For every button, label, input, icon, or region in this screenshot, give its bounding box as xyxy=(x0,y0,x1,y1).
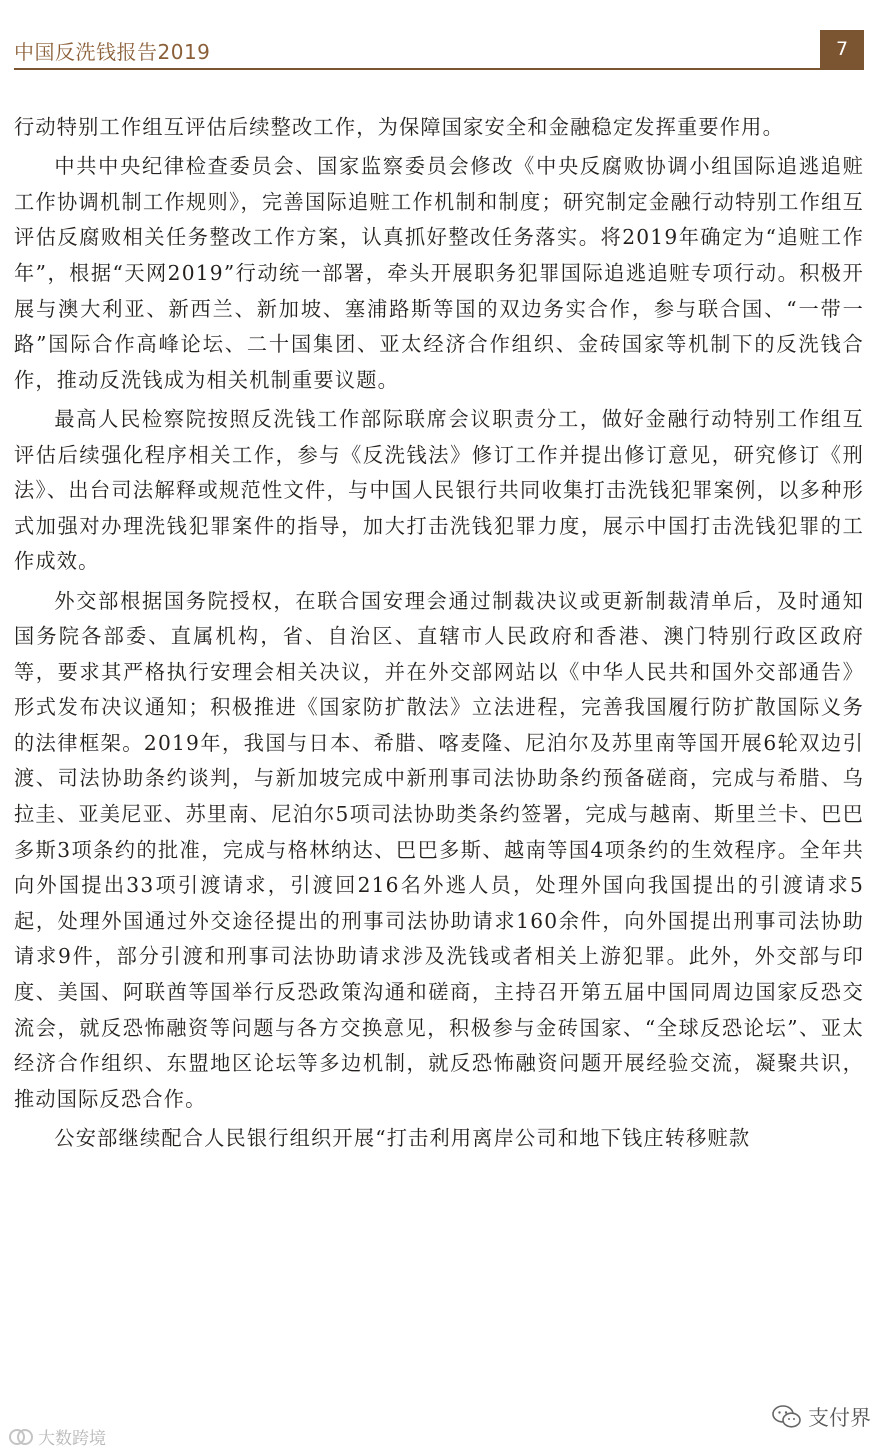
paragraph-procuratorate: 最高人民检察院按照反洗钱工作部际联席会议职责分工，做好金融行动特别工作组互评估后续强化程序相关工作，参与《反洗钱法》修订工作并提出修订意见，研究修订《刑法》、出台司法解释或规范性文件，与中国人民银行共同收集打击洗钱犯罪案例，以多种形式加强对办理洗钱犯罪案件的指导，加大打击洗钱犯罪力度，展示中国打击洗钱犯罪的工作成效。 xyxy=(14,406,864,574)
watermark-left-text: 大数跨境 xyxy=(38,1429,106,1449)
paragraph-public-security: 公安部继续配合人民银行组织开展“打击利用离岸公司和地下钱庄转移赃款 xyxy=(54,1126,751,1150)
watermark-logo-icon xyxy=(8,1427,34,1447)
watermark-right-text: 支付界 xyxy=(808,1406,871,1430)
watermark-right xyxy=(772,1402,871,1432)
body-text xyxy=(14,110,864,1157)
watermark-left xyxy=(8,1424,106,1449)
report-title: 中国反洗钱报告2019 xyxy=(14,40,211,64)
header-divider xyxy=(14,68,864,70)
paragraph-foreign-ministry: 外交部根据国务院授权，在联合国安理会通过制裁决议或更新制裁清单后，及时通知国务院各部委、直属机构，省、自治区、直辖市人民政府和香港、澳门特别行政区政府等，要求其严格执行安理会相关决议，并在外交部网站以《中华人民共和国外交部通告》形式发布决议通知；积极推进《国家防扩散法》立法进程，完善我国履行防扩散国际义务的法律框架。2019年，我国与日本、希腊、喀麦隆、尼泊尔及苏里南等国开展6轮双边引渡、司法协助条约谈判，与新加坡完成中新刑事司法协助条约预备磋商，完成与希腊、乌拉圭、亚美尼亚、苏里南、尼泊尔5项司法协助类条约签署，完成与越南、斯里兰卡、巴巴多斯3项条约的批准，完成与格林纳达、巴巴多斯、越南等国4项条约的生效程序。全年共向外国提出33项引渡请求，引渡回216名外逃人员，处理外国向我国提出的引渡请求5起，处理外国通过外交途径提出的刑事司法协助请求160余件，向外国提出刑事司法协助请求9件，部分引渡和刑事司法协助请求涉及洗钱或者相关上游犯罪。此外，外交部与印度、美国、阿联酋等国举行反恐政策沟通和磋商，主持召开第五届中国同周边国家反恐交流会，就反恐怖融资等问题与各方交换意见，积极参与金砖国家、“全球反恐论坛”、亚太经济合作组织、东盟地区论坛等多边机制，就反恐怖融资问题开展经验交流，凝聚共识，推动国际反恐合作。 xyxy=(14,588,864,1111)
paragraph-continuation: 行动特别工作组互评估后续整改工作，为保障国家安全和金融稳定发挥重要作用。 xyxy=(14,115,784,139)
page-number-badge: 7 xyxy=(820,30,864,68)
wechat-icon xyxy=(772,1404,802,1430)
page-header xyxy=(14,30,864,72)
paragraph-discipline-commission: 中共中央纪律检查委员会、国家监察委员会修改《中央反腐败协调小组国际追逃追赃工作协调机制工作规则》，完善国际追赃工作机制和制度；研究制定金融行动特别工作组互评估反腐败相关任务整改工作方案，认真抓好整改任务落实。将2019年确定为“追赃工作年”，根据“天网2019”行动统一部署，牵头开展职务犯罪国际追逃追赃专项行动。积极开展与澳大利亚、新西兰、新加坡、塞浦路斯等国的双边务实合作，参与联合国、“一带一路”国际合作高峰论坛、二十国集团、亚太经济合作组织、金砖国家等机制下的反洗钱合作，推动反洗钱成为相关机制重要议题。 xyxy=(14,154,864,392)
